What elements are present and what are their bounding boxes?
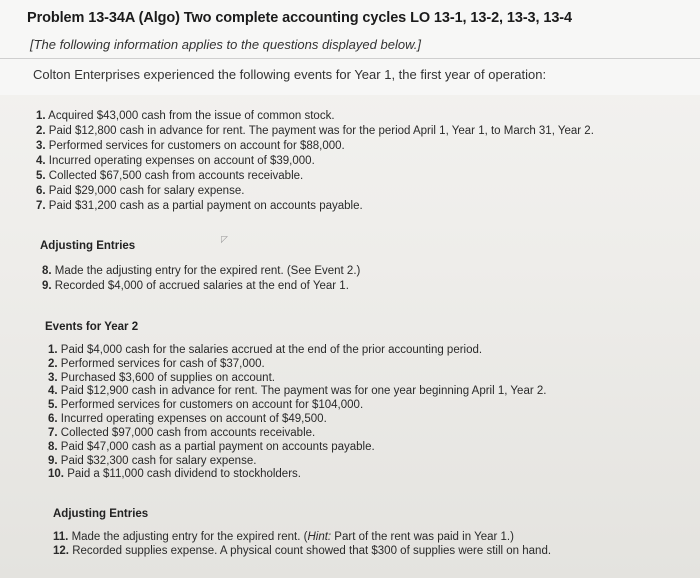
year1-adjusting-entry: 8. Made the adjusting entry for the expired rent. (See Event 2.): [42, 265, 361, 277]
year2-event: 6. Incurred operating expenses on account of $49,500.: [48, 413, 327, 425]
year1-event: 4. Incurred operating expenses on account of $39,000.: [36, 155, 315, 167]
year2-heading: Events for Year 2: [45, 321, 139, 333]
year2-event: 4. Paid $12,900 cash in advance for rent. The payment was for one year beginning April 1, Year 2.: [48, 385, 547, 397]
year1-event: 7. Paid $31,200 cash as a partial payment on accounts payable.: [36, 200, 363, 212]
problem-title: Problem 13-34A (Algo) Two complete accounting cycles LO 13-1, 13-2, 13-3, 13-4: [27, 10, 572, 26]
cursor-mark-icon: ◸: [221, 234, 228, 244]
year1-adjusting-heading: Adjusting Entries: [40, 240, 136, 252]
year1-event: 1. Acquired $43,000 cash from the issue of common stock.: [36, 110, 335, 122]
year1-event: 5. Collected $67,500 cash from accounts receivable.: [36, 170, 304, 182]
year2-adjusting-entry: 11. Made the adjusting entry for the expired rent. (Hint: Part of the rent was paid in Year 1.): [53, 531, 514, 543]
year2-event: 8. Paid $47,000 cash as a partial payment on accounts payable.: [48, 441, 375, 453]
year2-event: 10. Paid a $11,000 cash dividend to stockholders.: [48, 468, 301, 480]
year2-event: 2. Performed services for cash of $37,000.: [48, 358, 265, 370]
year1-event: 3. Performed services for customers on account for $88,000.: [36, 140, 345, 152]
year1-event: 2. Paid $12,800 cash in advance for rent. The payment was for the period April 1, Year 1, to March 31, Year 2.: [36, 125, 594, 137]
problem-intro: Colton Enterprises experienced the following events for Year 1, the first year of operation:: [33, 67, 547, 82]
header-divider: [0, 58, 700, 59]
problem-note: [The following information applies to the questions displayed below.]: [30, 37, 421, 52]
year1-adjusting-entry: 9. Recorded $4,000 of accrued salaries at the end of Year 1.: [42, 280, 349, 292]
year2-event: 3. Purchased $3,600 of supplies on account.: [48, 372, 275, 384]
year2-event: 9. Paid $32,300 cash for salary expense.: [48, 455, 257, 467]
year2-event: 7. Collected $97,000 cash from accounts receivable.: [48, 427, 316, 439]
year2-adjusting-entry: 12. Recorded supplies expense. A physical count showed that $300 of supplies were still on hand.: [53, 545, 552, 557]
year1-event: 6. Paid $29,000 cash for salary expense.: [36, 185, 245, 197]
year2-adjusting-heading: Adjusting Entries: [53, 508, 149, 520]
year2-event: 1. Paid $4,000 cash for the salaries accrued at the end of the prior accounting period.: [48, 344, 483, 356]
year2-event: 5. Performed services for customers on account for $104,000.: [48, 399, 364, 411]
